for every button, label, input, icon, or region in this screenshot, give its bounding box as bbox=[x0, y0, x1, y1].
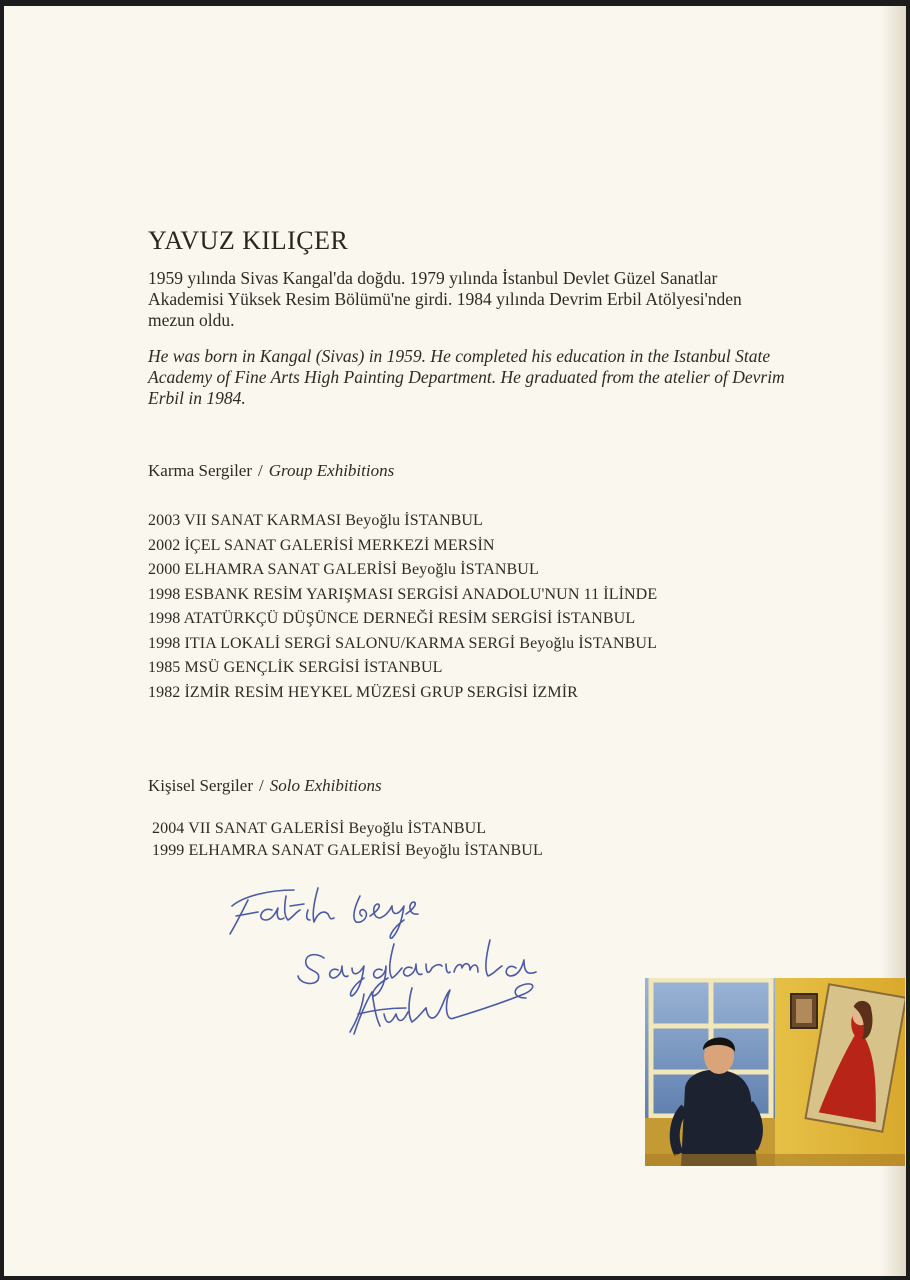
artist-photo bbox=[645, 978, 905, 1166]
bio-english: He was born in Kangal (Sivas) in 1959. He completed his education in the Istanbul State Academy of Fine Arts High Painting Department. He graduated from the atelier of Devrim Erbil in 1984. bbox=[148, 346, 785, 408]
solo-exhibitions-heading bbox=[148, 776, 382, 796]
solo-heading-separator: / bbox=[258, 776, 264, 795]
group-heading-tr: Karma Sergiler bbox=[148, 461, 253, 480]
handwritten-dedication-signature bbox=[214, 876, 574, 1046]
group-exhibition-item: 1985 MSÜ GENÇLİK SERGİSİ İSTANBUL bbox=[148, 659, 443, 676]
group-exhibition-item: 1998 ATATÜRKÇÜ DÜŞÜNCE DERNEĞİ RESİM SERGİSİ İSTANBUL bbox=[148, 610, 636, 627]
group-heading-en: Group Exhibitions bbox=[268, 461, 395, 480]
solo-exhibition-item: 1999 ELHAMRA SANAT GALERİSİ Beyoğlu İSTANBUL bbox=[152, 842, 543, 859]
group-exhibition-item: 1998 ESBANK RESİM YARIŞMASI SERGİSİ ANADOLU'NUN 11 İLİNDE bbox=[148, 585, 658, 603]
solo-heading-en: Solo Exhibitions bbox=[269, 776, 382, 795]
group-exhibition-item: 1982 İZMİR RESİM HEYKEL MÜZESİ GRUP SERGİSİ İZMİR bbox=[148, 683, 578, 701]
group-exhibition-item: 2002 İÇEL SANAT GALERİSİ MERKEZİ MERSİN bbox=[148, 536, 495, 554]
catalog-page bbox=[4, 6, 906, 1276]
bio-turkish: 1959 yılında Sivas Kangal'da doğdu. 1979 yılında İstanbul Devlet Güzel Sanatlar Akademisi Yüksek Resim Bölümü'ne girdi. 1984 yılında Devrim Erbil Atölyesi'nden mezun oldu. bbox=[148, 268, 742, 330]
artist-name: YAVUZ KILIÇER bbox=[148, 226, 349, 255]
solo-exhibition-item: 2004 VII SANAT GALERİSİ Beyoğlu İSTANBUL bbox=[152, 820, 487, 837]
solo-heading-tr: Kişisel Sergiler bbox=[148, 776, 253, 795]
solo-exhibitions-list bbox=[152, 818, 543, 862]
group-exhibition-item: 1998 ITIA LOKALİ SERGİ SALONU/KARMA SERGİ Beyoğlu İSTANBUL bbox=[148, 634, 657, 652]
group-heading-separator: / bbox=[258, 461, 263, 480]
group-exhibition-item: 2000 ELHAMRA SANAT GALERİSİ Beyoğlu İSTANBUL bbox=[148, 561, 539, 578]
group-exhibitions-heading bbox=[148, 461, 394, 481]
group-exhibitions-list bbox=[148, 509, 657, 705]
group-exhibition-item: 2003 VII SANAT KARMASI Beyoğlu İSTANBUL bbox=[148, 512, 483, 529]
